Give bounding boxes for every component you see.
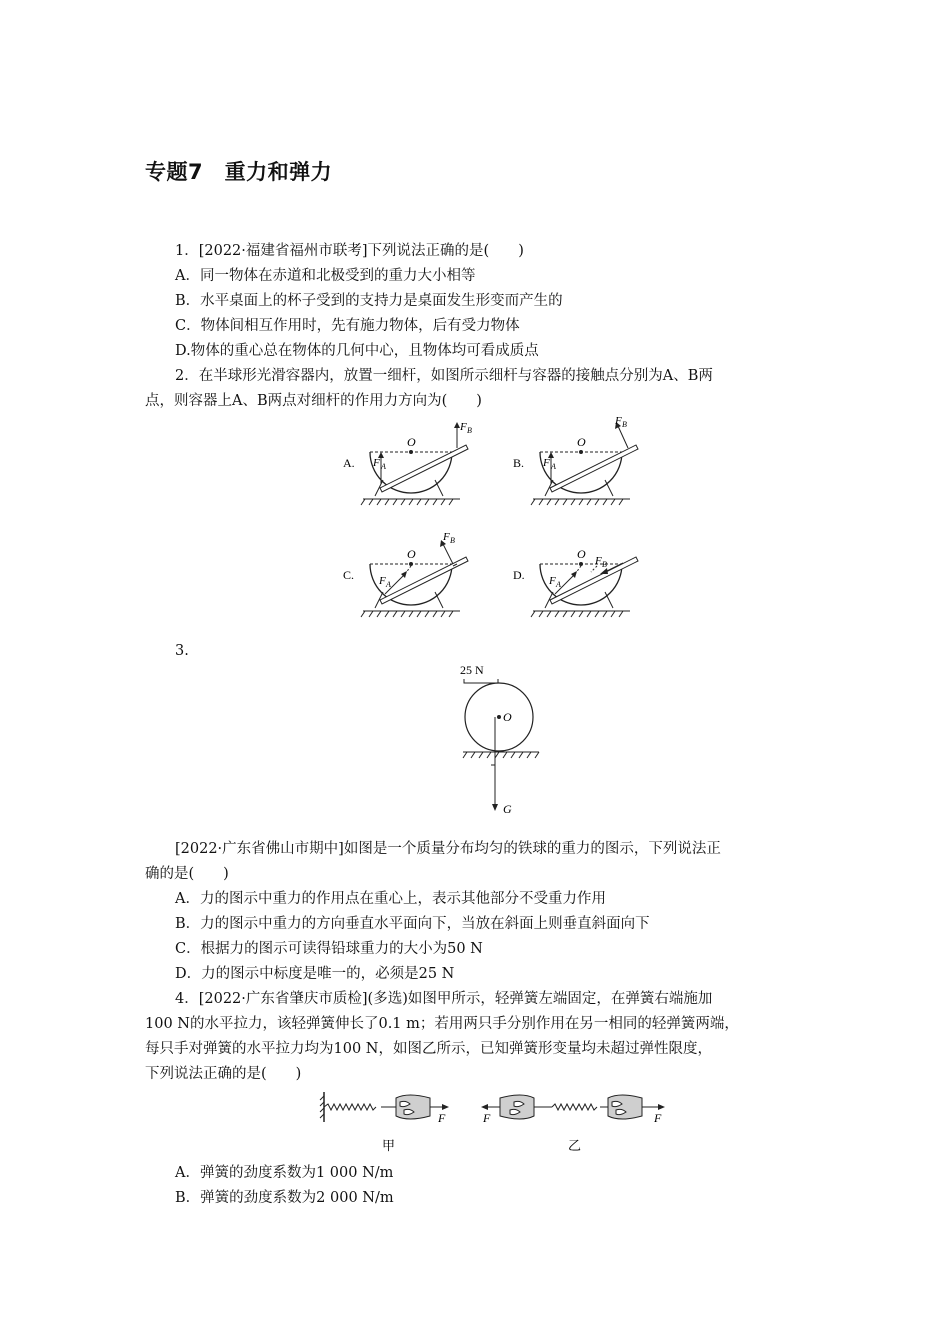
q4-figure bbox=[318, 1088, 678, 1156]
svg-text:F: F bbox=[373, 457, 380, 469]
figure-yi bbox=[481, 1095, 665, 1154]
q1-option-a: A．同一物体在赤道和北极受到的重力大小相等 bbox=[175, 268, 476, 284]
scale-label: 25 N bbox=[460, 663, 484, 677]
svg-text:O: O bbox=[407, 435, 416, 449]
figure-jia bbox=[320, 1092, 449, 1154]
svg-text:F: F bbox=[379, 575, 386, 587]
q4-stem-line2: 100 N的水平拉力，该轻弹簧伸长了0.1 m；若用两只手分别作用在另一相同的轻弹簧两端， bbox=[145, 1016, 739, 1032]
force-label-yi-left: F bbox=[483, 1111, 491, 1125]
gravity-label: G bbox=[503, 802, 512, 816]
q3-option-d: D．力的图示中标度是唯一的，必须是25 N bbox=[175, 966, 455, 982]
panel-label-c: C. bbox=[343, 568, 355, 582]
q4-stem-line3: 每只手对弹簧的水平拉力均为100 N，如图乙所示，已知弹簧形变量均未超过弹性限度， bbox=[145, 1041, 712, 1057]
q3-option-b: B．力的图示中重力的方向垂直水平面向下，当放在斜面上则垂直斜面向下 bbox=[175, 916, 650, 932]
svg-text:B: B bbox=[622, 420, 627, 429]
q2-stem-line1: 2．在半球形光滑容器内，放置一细杆，如图所示细杆与容器的接触点分别为A、B两 bbox=[175, 368, 713, 384]
svg-text:A: A bbox=[551, 462, 556, 471]
panel-label-a: A. bbox=[343, 456, 355, 470]
q2-panel-a bbox=[343, 421, 472, 505]
svg-text:A: A bbox=[386, 580, 391, 589]
svg-text:A: A bbox=[556, 580, 561, 589]
svg-text:B: B bbox=[602, 560, 607, 569]
svg-text:B: B bbox=[450, 536, 455, 545]
q3-option-a: A．力的图示中重力的作用点在重心上，表示其他部分不受重力作用 bbox=[175, 891, 606, 907]
q4-stem-line1: 4．[2022·广东省肇庆市质检](多选)如图甲所示，轻弹簧左端固定，在弹簧右端施加 bbox=[175, 991, 713, 1007]
q2-figure bbox=[335, 412, 655, 627]
q2-panel-c bbox=[343, 531, 468, 617]
q3-figure bbox=[455, 660, 555, 820]
svg-text:F: F bbox=[595, 555, 602, 567]
svg-text:A: A bbox=[381, 462, 386, 471]
label-jia: 甲 bbox=[382, 1139, 396, 1154]
label-yi: 乙 bbox=[568, 1139, 582, 1154]
q1-option-b: B．水平桌面上的杯子受到的支持力是桌面发生形变而产生的 bbox=[175, 293, 563, 309]
panel-label-b: B. bbox=[513, 456, 525, 470]
center-label: O bbox=[503, 710, 512, 724]
q4-option-b: B．弹簧的劲度系数为2 000 N/m bbox=[175, 1190, 394, 1206]
q3-stem-line1: [2022·广东省佛山市期中]如图是一个质量分布均匀的铁球的重力的图示，下列说法正 bbox=[175, 841, 721, 857]
q4-option-a: A．弹簧的劲度系数为1 000 N/m bbox=[175, 1165, 394, 1181]
q4-stem-line4: 下列说法正确的是( ) bbox=[145, 1066, 302, 1082]
svg-text:F: F bbox=[460, 421, 467, 433]
force-label-jia: F bbox=[438, 1111, 446, 1125]
svg-text:B: B bbox=[467, 426, 472, 435]
q3-stem-line2: 确的是( ) bbox=[145, 866, 229, 882]
q3-option-c: C．根据力的图示可读得铅球重力的大小为50 N bbox=[175, 941, 483, 957]
panel-label-d: D. bbox=[513, 568, 525, 582]
svg-text:O: O bbox=[577, 435, 586, 449]
svg-text:O: O bbox=[577, 547, 586, 561]
q2-panel-d bbox=[513, 547, 638, 617]
q1-option-c: C．物体间相互作用时，先有施力物体，后有受力物体 bbox=[175, 318, 520, 334]
q2-stem-line2: 点，则容器上A、B两点对细杆的作用力方向为( ) bbox=[145, 393, 482, 409]
q2-panel-b bbox=[513, 415, 638, 505]
svg-text:F: F bbox=[549, 575, 556, 587]
force-label-yi-right: F bbox=[654, 1111, 662, 1125]
svg-text:F: F bbox=[543, 457, 550, 469]
q3-number: 3. bbox=[175, 643, 189, 659]
q1-stem: 1．[2022·福建省福州市联考]下列说法正确的是( ) bbox=[175, 243, 524, 259]
q1-option-d: D.物体的重心总在物体的几何中心，且物体均可看成质点 bbox=[175, 343, 539, 359]
page-title: 专题7 重力和弹力 bbox=[145, 160, 333, 184]
svg-text:F: F bbox=[443, 531, 450, 543]
svg-text:O: O bbox=[407, 547, 416, 561]
svg-text:F: F bbox=[615, 415, 622, 427]
